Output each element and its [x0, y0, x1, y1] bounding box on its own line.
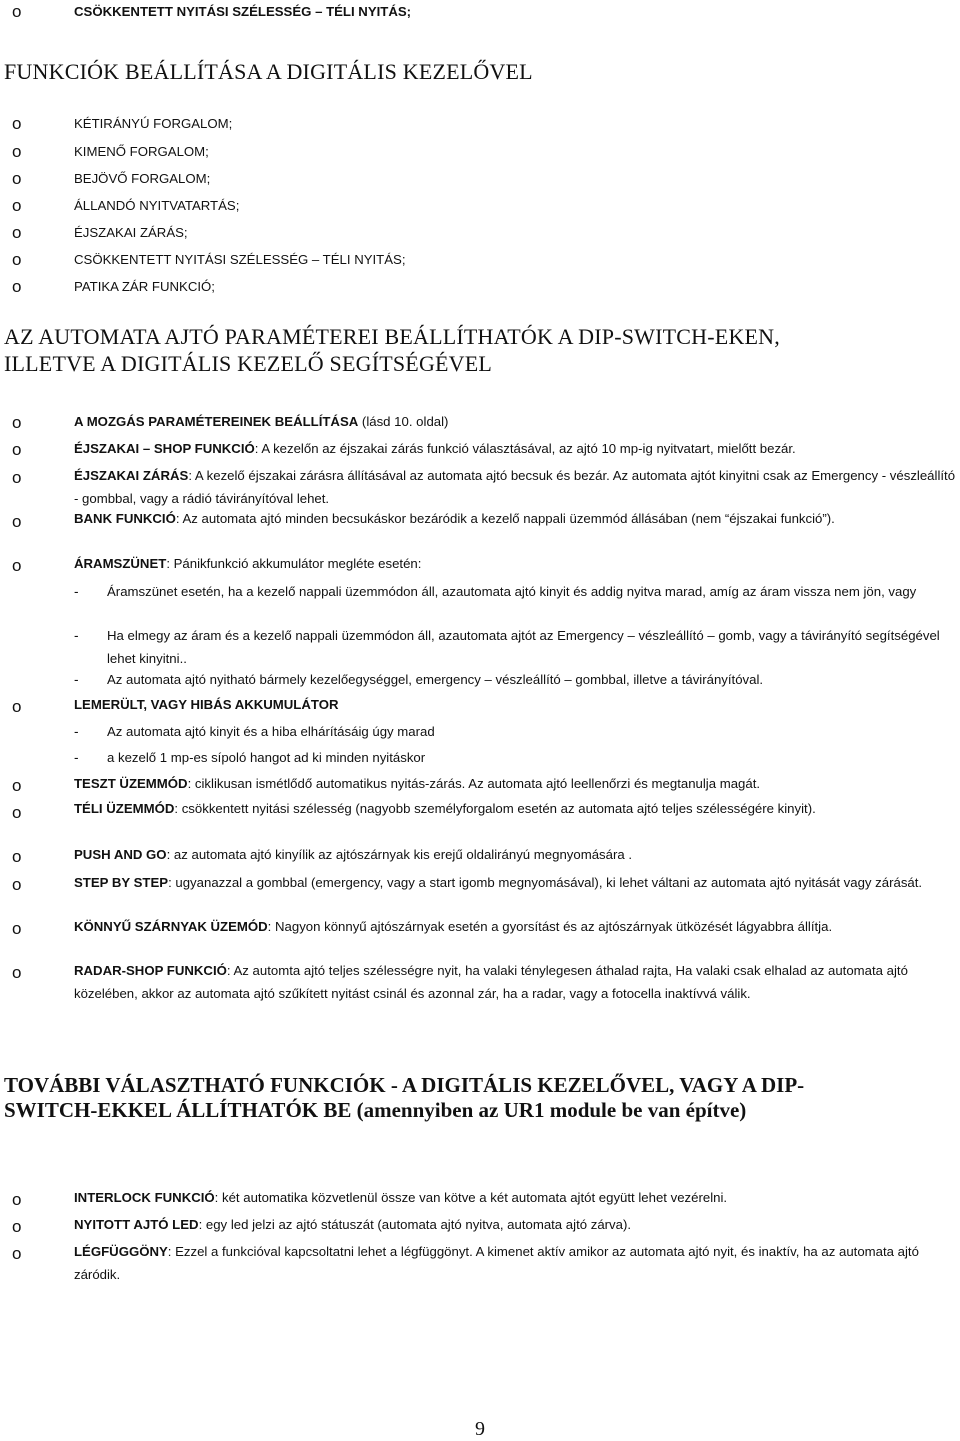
- bullet: o: [12, 1244, 22, 1263]
- sub-list-text: Az automata ajtó kinyit és a hiba elhárításáig úgy marad: [107, 724, 435, 739]
- bullet: o: [12, 697, 22, 716]
- bullet: o: [12, 1190, 22, 1209]
- dash-marker: -: [74, 724, 79, 739]
- list-item-text: PATIKA ZÁR FUNKCIÓ;: [74, 279, 215, 294]
- bullet: o: [12, 468, 22, 487]
- item-description: : csökkentett nyitási szélesség (nagyobb személyforgalom esetén az automata ajtó teljes szélességére kinyit).: [174, 801, 816, 816]
- item-description: : Pánikfunkció akkumulátor megléte esetén:: [166, 556, 422, 571]
- list-item-text: [74, 871, 956, 894]
- sub-list-text: Áramszünet esetén, ha a kezelő nappali üzemmódon áll, azautomata ajtó kinyit és addig nyitva marad, amíg az áram vissza nem jön, vagy: [107, 584, 917, 599]
- bullet: o: [12, 556, 22, 575]
- section-heading: TOVÁBBI VÁLASZTHATÓ FUNKCIÓK - A DIGITÁLIS KEZELŐVEL, VAGY A DIP-: [4, 1073, 805, 1097]
- bullet: o: [12, 963, 22, 982]
- item-term: INTERLOCK FUNKCIÓ: [74, 1190, 215, 1205]
- item-term: LEMERÜLT, VAGY HIBÁS AKKUMULÁTOR: [74, 697, 339, 712]
- item-term: ÉJSZAKAI ZÁRÁS: [74, 468, 189, 483]
- bullet: o: [12, 847, 22, 866]
- item-term: ÉJSZAKAI – SHOP FUNKCIÓ: [74, 441, 255, 456]
- list-item-text: [74, 1213, 956, 1236]
- sub-list-text: Ha elmegy az áram és a kezelő nappali üzemmódon áll, azautomata ajtót az Emergency – vészleállító – gomb, vagy a távirányító segítségével lehet kinyitni..: [107, 628, 940, 666]
- section-heading-continued: SWITCH-EKKEL ÁLLÍTHATÓK BE (amennyiben az UR1 module be van építve): [4, 1098, 747, 1122]
- item-description: : az automata ajtó kinyílik az ajtószárnyak kis erejű oldalirányú megnyomására .: [166, 847, 633, 862]
- item-description: : Ezzel a funkcióval kapcsoltatni lehet a légfüggönyt. A kimenet aktív amikor az automata ajtó nyit, és inaktív, ha az automata ajtó záródik.: [74, 1244, 919, 1282]
- bullet: o: [12, 114, 22, 133]
- bullet: o: [12, 776, 22, 795]
- list-item-text: ÁLLANDÓ NYITVATARTÁS;: [74, 198, 240, 213]
- list-item-text: [74, 552, 956, 575]
- item-description: : A kezelő éjszakai zárásra állításával az automata ajtó becsuk és bezár. Az automata ajtót kinyitni csak az Emergency - vészleállító - gombbal, vagy a rádió távirányítóval lehet.: [74, 468, 956, 506]
- sub-list-text: a kezelő 1 mp-es sípoló hangot ad ki minden nyitáskor: [107, 750, 426, 765]
- item-term: TÉLI ÜZEMMÓD: [74, 801, 175, 816]
- list-item-text: ÉJSZAKAI ZÁRÁS;: [74, 225, 188, 240]
- section-heading: FUNKCIÓK BEÁLLÍTÁSA A DIGITÁLIS KEZELŐVEL: [4, 59, 533, 84]
- list-item-text: [74, 843, 956, 866]
- list-item-text: CSÖKKENTETT NYITÁSI SZÉLESSÉG – TÉLI NYITÁS;: [74, 252, 406, 267]
- bullet: o: [12, 169, 22, 188]
- bullet: o: [12, 2, 22, 21]
- dash-marker: -: [74, 584, 79, 599]
- bullet: o: [12, 1217, 22, 1236]
- list-item-text: BEJÖVŐ FORGALOM;: [74, 171, 211, 186]
- bullet: o: [12, 277, 22, 296]
- section-heading-continued: ILLETVE A DIGITÁLIS KEZELŐ SEGÍTSÉGÉVEL: [4, 351, 493, 376]
- item-term: RADAR-SHOP FUNKCIÓ: [74, 963, 227, 978]
- bullet: o: [12, 250, 22, 269]
- item-term: PUSH AND GO: [74, 847, 167, 862]
- dash-marker: -: [74, 628, 79, 643]
- bullet: o: [12, 223, 22, 242]
- list-item-text: [74, 507, 956, 530]
- page-number: 9: [475, 1418, 485, 1440]
- item-description: : A kezelőn az éjszakai zárás funkció választásával, az ajtó 10 mp-ig nyitvatart, mielőtt bezár.: [254, 441, 796, 456]
- item-term: STEP BY STEP: [74, 875, 169, 890]
- list-item-text: [74, 797, 956, 820]
- item-term: KÖNNYŰ SZÁRNYAK ÜZEMÓD: [74, 919, 268, 934]
- list-item-text: [74, 772, 956, 795]
- item-description: : két automatika közvetlenül össze van kötve a két automata ajtót együtt lehet vezérelni.: [214, 1190, 728, 1205]
- list-item-text: [74, 410, 956, 433]
- item-term: A MOZGÁS PARAMÉTEREINEK BEÁLLÍTÁSA: [74, 414, 359, 429]
- list-item-text: [74, 437, 956, 460]
- bullet: o: [12, 512, 22, 531]
- dash-marker: -: [74, 672, 79, 687]
- item-description: : Az automata ajtó minden becsukáskor bezáródik a kezelő nappali üzemmód állásában (nem “éjszakai funkció”).: [175, 511, 835, 526]
- item-description: : Az automta ajtó teljes szélességre nyit, ha valaki ténylegesen áthalad rajta, Ha valaki csak elhalad az automata ajtó közelében, akkor az automata ajtó szűkített nyitást csinál és azonnal zár, ha a radar, vagy a fotocella inaktívvá válik.: [74, 963, 908, 1001]
- item-description: : ugyanazzal a gombbal (emergency, vagy a start igomb megnyomásával), ki lehet váltani az automata ajtó nyitását vagy zárását.: [168, 875, 923, 890]
- list-item-text: [74, 1186, 956, 1209]
- list-item-text: [74, 464, 956, 510]
- item-description: : egy led jelzi az ajtó státuszát (automata ajtó nyitva, automata ajtó zárva).: [198, 1217, 632, 1232]
- bullet: o: [12, 919, 22, 938]
- item-description: : ciklikusan ismétlődő automatikus nyitás-zárás. Az automata ajtó leellenőrzi és megtanulja magát.: [187, 776, 761, 791]
- bullet: o: [12, 875, 22, 894]
- bullet: o: [12, 440, 22, 459]
- list-item-text: CSÖKKENTETT NYITÁSI SZÉLESSÉG – TÉLI NYITÁS;: [74, 4, 412, 19]
- item-description: (lásd 10. oldal): [358, 414, 449, 429]
- bullet: o: [12, 142, 22, 161]
- bullet: o: [12, 413, 22, 432]
- section-heading: AZ AUTOMATA AJTÓ PARAMÉTEREI BEÁLLÍTHATÓK A DIP-SWITCH-EKEN,: [4, 324, 780, 349]
- item-term: TESZT ÜZEMMÓD: [74, 776, 188, 791]
- list-item-text: [74, 959, 956, 1005]
- list-item-text: [74, 915, 956, 938]
- bullet: o: [12, 803, 22, 822]
- item-description: : Nagyon könnyű ajtószárnyak esetén a gyorsítást és az ajtószárnyak ütközését lágyabbra állítja.: [267, 919, 833, 934]
- list-item-text: [74, 693, 956, 716]
- item-term: NYITOTT AJTÓ LED: [74, 1217, 199, 1232]
- item-term: LÉGFÜGGÖNY: [74, 1244, 168, 1259]
- sub-list-text: Az automata ajtó nyitható bármely kezelőegységgel, emergency – vészleállító – gombbal, illetve a távirányítóval.: [107, 672, 764, 687]
- bullet: o: [12, 196, 22, 215]
- list-item-text: KIMENŐ FORGALOM;: [74, 144, 209, 159]
- list-item-text: KÉTIRÁNYÚ FORGALOM;: [74, 116, 233, 131]
- list-item-text: [74, 1240, 956, 1286]
- item-term: BANK FUNKCIÓ: [74, 511, 176, 526]
- item-term: ÁRAMSZÜNET: [74, 556, 167, 571]
- dash-marker: -: [74, 750, 79, 765]
